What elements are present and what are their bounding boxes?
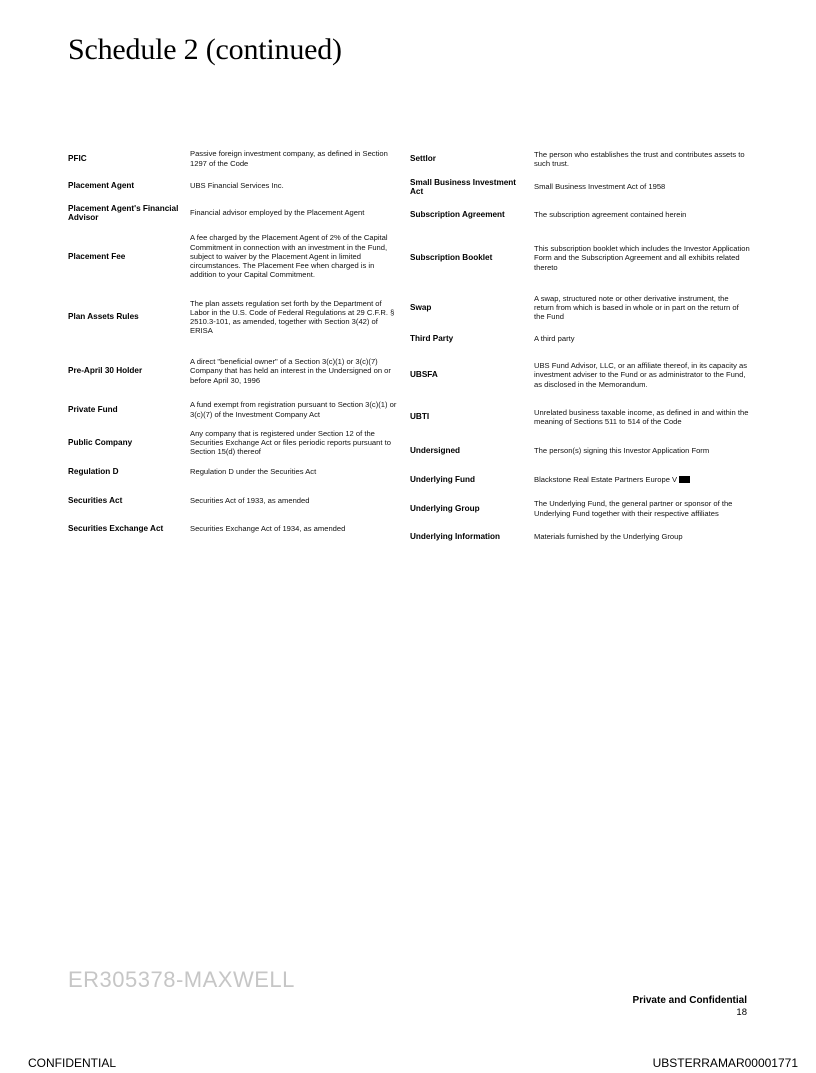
term-definition: Securities Exchange Act of 1934, as amended	[190, 524, 346, 534]
term-definition: A direct "beneficial owner" of a Section 3(c)(1) or 3(c)(7) Company that has held an interest in the Undersigned on or before April 30, 1996	[190, 357, 391, 385]
watermark: ER305378-MAXWELL	[68, 967, 295, 992]
term-definition: Financial advisor employed by the Placement Agent	[190, 208, 365, 218]
definition-row	[410, 525, 750, 549]
term-label: Securities Act	[68, 495, 123, 505]
term-definition: The plan assets regulation set forth by the Department of Labor in the U.S. Code of Federal Regulations at 29 C.F.R. § 2510.3-101, as amended, together with Section 3(42) of ERISA	[190, 298, 395, 336]
term-definition: Any company that is registered under Section 12 of the Securities Exchange Act or files periodic reports pursuant to Section 15(d) thereof	[190, 428, 391, 457]
definition-row	[410, 201, 750, 229]
definition-row	[68, 425, 402, 460]
term-label: Plan Assets Rules	[68, 312, 139, 322]
confidentiality-label: Private and Confidential	[632, 995, 747, 1006]
underlying-fund-name: Blackstone Real Estate Partners Europe V	[534, 474, 678, 484]
term-label: UBTI	[410, 412, 430, 422]
term-definition: The person(s) signing this Investor Application Form	[534, 445, 710, 455]
term-definition: Passive foreign investment company, as defined in Section 1297 of the Code	[190, 149, 388, 168]
term-label: UBSFA	[410, 370, 438, 380]
page-title: Schedule 2 (continued)	[68, 33, 342, 66]
term-label: Underlying Group	[410, 503, 480, 513]
definition-row	[68, 394, 402, 425]
definition-row	[68, 145, 402, 172]
definition-row	[410, 173, 750, 201]
definition-row	[68, 484, 402, 517]
term-label: Subscription Agreement	[410, 210, 505, 220]
definition-row	[68, 286, 402, 348]
term-label: Subscription Booklet	[410, 253, 493, 263]
definition-row	[410, 145, 750, 173]
term-definition: A third party	[534, 334, 575, 344]
term-label: Pre-April 30 Holder	[68, 366, 143, 376]
term-label: Underlying Information	[410, 532, 501, 542]
definition-row	[68, 199, 402, 227]
term-label: Settlor	[410, 154, 436, 164]
definition-row	[68, 348, 402, 394]
term-definition: A swap, structured note or other derivative instrument, the return from which is based in whole or in part on the return of the Fund	[534, 293, 739, 322]
term-definition: The subscription agreement contained herein	[534, 210, 687, 220]
term-definition: Regulation D under the Securities Act	[190, 467, 317, 477]
definitions-right-column	[410, 145, 750, 549]
bates-number: UBSTERRAMAR00001771	[652, 1056, 798, 1070]
term-label: Placement Agent	[68, 180, 135, 190]
term-label: Private Fund	[68, 404, 118, 414]
definition-row	[68, 172, 402, 199]
term-definition: UBS Financial Services Inc.	[190, 180, 284, 190]
definition-row	[68, 460, 402, 484]
page-footer	[633, 995, 747, 1019]
term-definition: This subscription booklet which includes the Investor Application Form and the Subscription Agreement and all exhibits related thereto	[534, 244, 750, 272]
page-number: 18	[736, 1007, 747, 1018]
confidential-stamp: CONFIDENTIAL	[28, 1056, 117, 1070]
term-label: Regulation D	[68, 467, 119, 477]
term-label: Undersigned	[410, 445, 461, 455]
term-label: Underlying Fund	[410, 474, 476, 484]
definition-row	[410, 229, 750, 287]
term-label: Securities Exchange Act	[68, 524, 164, 534]
term-definition: A fee charged by the Placement Agent of 2% of the Capital Commitment in connection with an investment in the Fund, subject to waiver by the Placement Agent in limited circumstances. The Placement Fee when charged is in addition to your Capital Commitment.	[190, 233, 388, 280]
term-label: Third Party	[410, 334, 454, 344]
term-label: Swap	[410, 302, 432, 312]
definition-row	[68, 517, 402, 541]
definition-row	[410, 350, 750, 400]
term-label: Small Business Investment Act	[410, 177, 517, 196]
term-definition: Small Business Investment Act of 1958	[534, 182, 666, 192]
term-definition: The Underlying Fund, the general partner or sponsor of the Underlying Fund together with their respective affiliates	[534, 499, 733, 518]
term-label: Placement Fee	[68, 251, 126, 261]
term-definition: Materials furnished by the Underlying Group	[534, 532, 683, 542]
term-definition: A fund exempt from registration pursuant to Section 3(c)(1) or 3(c)(7) of the Investment Company Act	[190, 400, 397, 419]
definition-row	[68, 227, 402, 286]
term-label: Placement Agent's Financial Advisor	[68, 203, 179, 222]
term-label: PFIC	[68, 153, 87, 163]
definition-row	[410, 467, 750, 492]
term-label: Public Company	[68, 437, 133, 447]
term-definition: UBS Fund Advisor, LLC, or an affiliate thereof, in its capacity as investment adviser to the Fund or as administrator to the Fund, as disclosed in the Memorandum.	[534, 361, 748, 389]
definition-row	[410, 492, 750, 525]
definition-row	[410, 400, 750, 434]
term-definition	[534, 475, 750, 484]
definition-row	[410, 328, 750, 350]
definition-row	[410, 287, 750, 328]
term-definition: Unrelated business taxable income, as defined in and within the meaning of Sections 511 to 514 of the Code	[534, 407, 749, 426]
term-definition: The person who establishes the trust and contributes assets to such trust.	[534, 149, 745, 168]
term-definition: Securities Act of 1933, as amended	[190, 495, 310, 505]
definition-row	[410, 434, 750, 467]
definitions-left-column	[68, 145, 402, 541]
redaction-block	[679, 476, 690, 483]
